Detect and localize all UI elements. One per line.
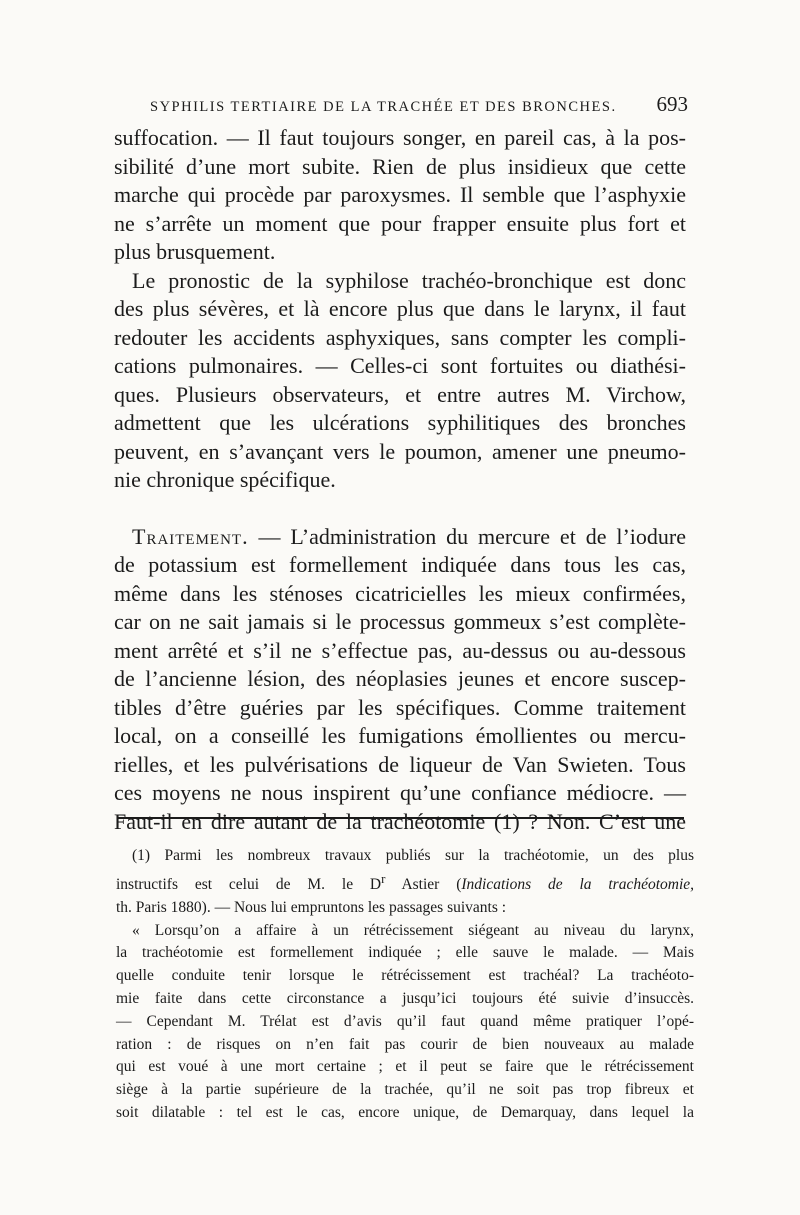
text-line: ques. Plusieurs observateurs, et entre autres M. Virchow, [114, 381, 686, 407]
text-line: car on ne sait jamais si le processus gommeux s’est complète- [114, 609, 686, 634]
footnote-line: qui est voué à une mort certaine ; et il peut se faire que le rétrécissement [116, 1058, 694, 1076]
main-text [114, 124, 686, 836]
text-line: de potassium est formellement indiquée dans tous les cas, [114, 552, 686, 577]
text-line: nie chronique spécifique. [114, 467, 336, 492]
text-line: ment arrêté et s’il ne s’effectue pas, au-dessus ou au-dessous [114, 637, 686, 663]
text-line: cations pulmonaires. — Celles-ci sont fortuites ou diathési- [114, 353, 686, 378]
paragraph-traitement [114, 523, 686, 837]
footnote-line: (1) Parmi les nombreux travaux publiés sur la trachéotomie, un des plus [132, 847, 694, 864]
paragraph-pronostic [114, 267, 686, 495]
footnote-rule [117, 817, 684, 819]
text-line: rielles, et les pulvérisations de liqueur de Van Swieten. Tous [114, 751, 686, 777]
page-number: 693 [656, 92, 688, 116]
superscript: r [381, 870, 386, 886]
running-title: SYPHILIS TERTIAIRE DE LA TRACHÉE ET DES BRONCHES. [150, 99, 617, 115]
text-line: même dans les sténoses cicatricielles les mieux confirmées, [114, 580, 686, 606]
text-line: ne s’arrête un moment que pour frapper ensuite plus fort et [114, 210, 686, 236]
paragraph-suffocation [114, 124, 686, 267]
footnote-line: la trachéotomie est formellement indiquée ; elle sauve le malade. — Mais [116, 944, 694, 962]
text-line: sibilité d’une mort subite. Rien de plus insidieux que cette [114, 153, 686, 179]
footnote-line: soit dilatable : tel est le cas, encore unique, de Demarquay, dans lequel la [116, 1103, 694, 1121]
text-line: de l’ancienne lésion, des néoplasies jeunes et encore suscep- [114, 666, 686, 691]
footnote-line: quelle conduite tenir lorsque le rétrécissement est trachéal? La trachéoto- [116, 967, 694, 985]
text-line: Le pronostic de la syphilose trachéo-bronchique est donc [132, 267, 686, 293]
italic-title: Indications de la trachéotomie, [461, 875, 695, 893]
footnote-line: siège à la partie supérieure de la trachée, qu’il ne soit pas trop fibreux et [116, 1081, 694, 1099]
text-line: local, on a conseillé les fumigations émollientes ou mercu- [114, 723, 686, 748]
text-line: tibles d’être guéries par les spécifiques. Comme traitement [114, 694, 686, 720]
text-line: ces moyens ne nous inspirent qu’une confiance médiocre. — [114, 780, 686, 805]
section-title: Traitement. [132, 523, 249, 549]
text-line: des plus sévères, et là encore plus que dans le larynx, il faut [114, 296, 686, 321]
footnote-line: « Lorsqu’on a affaire à un rétrécissement siégeant au niveau du larynx, [132, 921, 694, 939]
text-line: plus brusquement. [114, 239, 276, 264]
text-fragment: Astier ( [385, 875, 462, 893]
text-line [114, 523, 686, 552]
text-line: peuvent, en s’avançant vers le poumon, amener une pneumo- [114, 438, 686, 464]
text-line: marche qui procède par paroxysmes. Il semble que l’asphyxie [114, 182, 686, 207]
text-line: admettent que les ulcérations syphilitiques des bronches [114, 410, 686, 435]
text-line: redouter les accidents asphyxiques, sans compter les compli- [114, 324, 686, 350]
footnote-line: th. Paris 1880). — Nous lui empruntons les passages suivants : [116, 898, 507, 916]
text-line: Faut-il en dire autant de la trachéotomie (1) ? Non. C’est une [114, 808, 686, 834]
text-fragment: — L’administration du mercure et de l’iodure [248, 523, 686, 549]
text-line: suffocation. — Il faut toujours songer, en pareil cas, à la pos- [114, 125, 686, 150]
text-fragment: instructifs est celui de M. le D [116, 875, 382, 893]
paragraph-gap [114, 495, 686, 523]
footnote-line [116, 868, 694, 897]
footnote-line: ration : de risques on n’en fait pas courir de bien nouveaux au malade [116, 1035, 694, 1053]
page-header [150, 92, 688, 117]
footnote-line: mie faite dans cette circonstance a jusqu’ici toujours été suivie d’insuccès. [116, 989, 694, 1007]
footnote [116, 845, 694, 1125]
footnote-line: — Cependant M. Trélat est d’avis qu’il faut quand même pratiquer l’opé- [116, 1012, 694, 1030]
